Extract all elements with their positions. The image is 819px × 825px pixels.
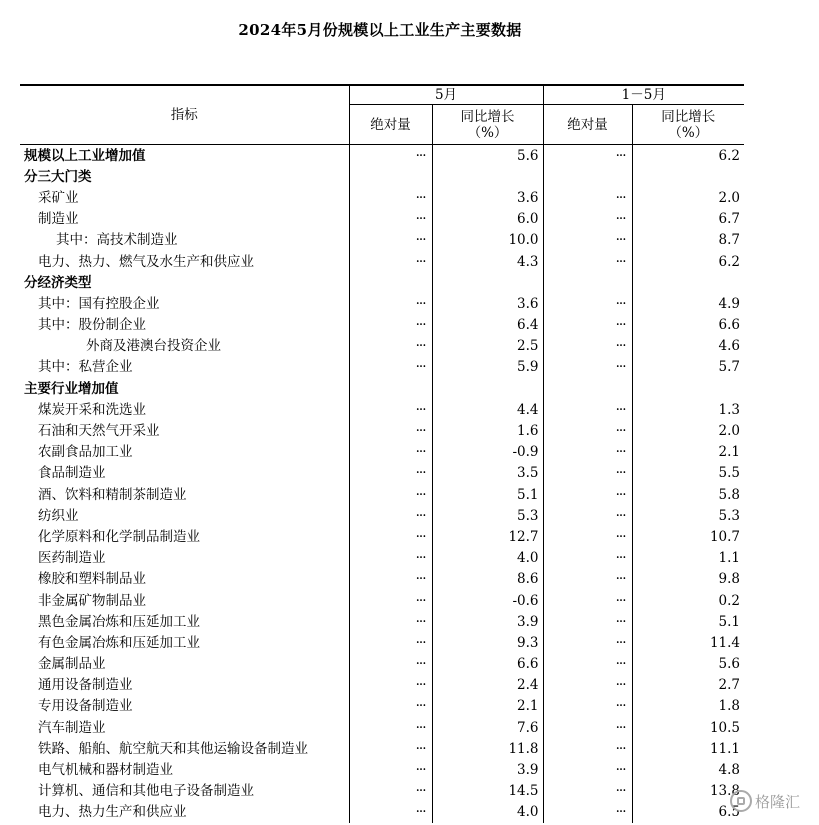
may-absolute: ··· xyxy=(349,399,432,420)
table-row xyxy=(20,166,744,187)
may-growth: 9.3 xyxy=(432,632,543,653)
ytd-growth: 9.8 xyxy=(632,569,744,590)
row-label: 煤炭开采和洗选业 xyxy=(38,401,146,418)
ytd-absolute: ··· xyxy=(543,315,632,336)
ytd-absolute: ··· xyxy=(543,526,632,547)
row-label: 有色金属冶炼和压延加工业 xyxy=(38,634,200,651)
may-absolute: ··· xyxy=(349,315,432,336)
ytd-growth xyxy=(632,378,744,399)
may-absolute: ··· xyxy=(349,611,432,632)
ytd-absolute: ··· xyxy=(543,251,632,272)
ytd-absolute: ··· xyxy=(543,654,632,675)
row-label: 规模以上工业增加值 xyxy=(24,147,146,164)
ytd-absolute: ··· xyxy=(543,145,632,167)
may-absolute: ··· xyxy=(349,505,432,526)
row-label: 黑色金属冶炼和压延加工业 xyxy=(38,613,200,630)
ytd-absolute: ··· xyxy=(543,590,632,611)
ytd-growth: 6.7 xyxy=(632,209,744,230)
may-growth: 8.6 xyxy=(432,569,543,590)
may-absolute xyxy=(349,378,432,399)
may-absolute: ··· xyxy=(349,632,432,653)
row-label: 采矿业 xyxy=(38,189,79,206)
table-row xyxy=(20,484,744,505)
ytd-absolute: ··· xyxy=(543,463,632,484)
row-label: 化学原料和化学制品制造业 xyxy=(38,528,200,545)
may-absolute xyxy=(349,166,432,187)
ytd-growth: 5.1 xyxy=(632,611,744,632)
ytd-absolute: ··· xyxy=(543,442,632,463)
table-row xyxy=(20,759,744,780)
row-label: 其中：私营企业 xyxy=(38,359,133,376)
ytd-absolute: ··· xyxy=(543,293,632,314)
ytd-absolute: ··· xyxy=(543,781,632,802)
table-row xyxy=(20,378,744,399)
header-group-may: 5月 xyxy=(349,85,543,105)
ytd-growth: 0.2 xyxy=(632,590,744,611)
row-label: 电力、热力、燃气及水生产和供应业 xyxy=(38,253,254,270)
may-absolute: ··· xyxy=(349,420,432,441)
ytd-growth: 5.5 xyxy=(632,463,744,484)
row-label: 金属制品业 xyxy=(38,656,106,673)
may-growth: 3.6 xyxy=(432,187,543,208)
row-label: 分经济类型 xyxy=(24,274,92,291)
may-absolute: ··· xyxy=(349,463,432,484)
row-label: 专用设备制造业 xyxy=(38,698,133,715)
row-label: 非金属矿物制品业 xyxy=(38,592,146,609)
ytd-growth: 1.3 xyxy=(632,399,744,420)
may-growth: -0.9 xyxy=(432,442,543,463)
watermark-text: 格隆汇 xyxy=(755,792,801,811)
ytd-absolute: ··· xyxy=(543,738,632,759)
row-label: 铁路、船舶、航空航天和其他运输设备制造业 xyxy=(38,740,308,757)
ytd-absolute: ··· xyxy=(543,505,632,526)
ytd-absolute xyxy=(543,166,632,187)
may-growth: 4.4 xyxy=(432,399,543,420)
may-growth: 5.6 xyxy=(432,145,543,167)
may-absolute: ··· xyxy=(349,336,432,357)
table-row xyxy=(20,399,744,420)
may-absolute: ··· xyxy=(349,675,432,696)
table-row xyxy=(20,357,744,378)
may-growth xyxy=(432,378,543,399)
may-growth: 3.9 xyxy=(432,611,543,632)
ytd-absolute: ··· xyxy=(543,357,632,378)
may-absolute: ··· xyxy=(349,802,432,823)
ytd-absolute: ··· xyxy=(543,187,632,208)
header-growth-unit: （%） xyxy=(668,124,709,141)
table-row xyxy=(20,209,744,230)
may-absolute xyxy=(349,272,432,293)
row-label: 分三大门类 xyxy=(24,168,92,185)
ytd-growth: 5.7 xyxy=(632,357,744,378)
may-growth: 2.1 xyxy=(432,696,543,717)
ytd-growth: 11.4 xyxy=(632,632,744,653)
row-label: 其中：高技术制造业 xyxy=(56,232,178,249)
ytd-absolute xyxy=(543,272,632,293)
ytd-growth: 13.8 xyxy=(632,781,744,802)
row-label: 外商及港澳台投资企业 xyxy=(86,338,221,355)
row-label: 电力、热力生产和供应业 xyxy=(38,804,187,821)
ytd-growth: 6.2 xyxy=(632,251,744,272)
table-header xyxy=(20,85,744,145)
may-growth: 6.4 xyxy=(432,315,543,336)
may-growth: 1.6 xyxy=(432,420,543,441)
table-row xyxy=(20,781,744,802)
may-absolute: ··· xyxy=(349,251,432,272)
ytd-growth: 6.6 xyxy=(632,315,744,336)
table-row xyxy=(20,675,744,696)
may-absolute: ··· xyxy=(349,293,432,314)
row-label: 主要行业增加值 xyxy=(24,380,119,397)
table-row xyxy=(20,145,744,167)
may-growth: 2.4 xyxy=(432,675,543,696)
header-growth-ytd xyxy=(632,105,744,145)
ytd-growth: 6.2 xyxy=(632,145,744,167)
watermark xyxy=(730,790,800,812)
ytd-growth: 4.8 xyxy=(632,759,744,780)
row-label: 制造业 xyxy=(38,211,79,228)
header-group-ytd: 1－5月 xyxy=(543,85,744,105)
ytd-growth: 11.1 xyxy=(632,738,744,759)
table-row xyxy=(20,272,744,293)
table-row xyxy=(20,230,744,251)
ytd-absolute: ··· xyxy=(543,632,632,653)
table-row xyxy=(20,738,744,759)
table-row xyxy=(20,569,744,590)
may-absolute: ··· xyxy=(349,357,432,378)
table-row xyxy=(20,505,744,526)
ytd-growth: 5.3 xyxy=(632,505,744,526)
table-row xyxy=(20,717,744,738)
ytd-growth xyxy=(632,166,744,187)
may-absolute: ··· xyxy=(349,209,432,230)
may-growth: 4.0 xyxy=(432,802,543,823)
ytd-growth: 8.7 xyxy=(632,230,744,251)
ytd-absolute: ··· xyxy=(543,420,632,441)
ytd-absolute: ··· xyxy=(543,399,632,420)
row-label: 农副食品加工业 xyxy=(38,444,133,461)
may-growth: 10.0 xyxy=(432,230,543,251)
row-label: 其中：股份制企业 xyxy=(38,317,146,334)
watermark-logo-icon xyxy=(730,790,752,812)
header-growth-may xyxy=(432,105,543,145)
ytd-growth: 1.8 xyxy=(632,696,744,717)
row-label: 计算机、通信和其他电子设备制造业 xyxy=(38,783,254,800)
row-label: 食品制造业 xyxy=(38,465,106,482)
may-absolute: ··· xyxy=(349,442,432,463)
may-growth: 7.6 xyxy=(432,717,543,738)
may-growth: 3.5 xyxy=(432,463,543,484)
table-row xyxy=(20,315,744,336)
ytd-absolute: ··· xyxy=(543,759,632,780)
row-label: 橡胶和塑料制品业 xyxy=(38,571,146,588)
may-growth: 2.5 xyxy=(432,336,543,357)
may-absolute: ··· xyxy=(349,759,432,780)
row-label: 纺织业 xyxy=(38,507,79,524)
may-growth: 3.6 xyxy=(432,293,543,314)
may-growth: 3.9 xyxy=(432,759,543,780)
may-absolute: ··· xyxy=(349,654,432,675)
may-absolute: ··· xyxy=(349,717,432,738)
may-growth: 6.6 xyxy=(432,654,543,675)
table-row xyxy=(20,293,744,314)
table-row xyxy=(20,548,744,569)
row-label: 通用设备制造业 xyxy=(38,677,133,694)
ytd-absolute: ··· xyxy=(543,484,632,505)
ytd-growth: 2.0 xyxy=(632,187,744,208)
may-growth xyxy=(432,272,543,293)
ytd-absolute: ··· xyxy=(543,336,632,357)
page-title: 2024年5月份规模以上工业生产主要数据 xyxy=(238,21,522,39)
table-row xyxy=(20,654,744,675)
may-growth: 5.9 xyxy=(432,357,543,378)
ytd-growth: 10.5 xyxy=(632,717,744,738)
may-growth: 14.5 xyxy=(432,781,543,802)
table-body xyxy=(20,145,744,824)
table-row xyxy=(20,611,744,632)
header-indicator: 指标 xyxy=(20,85,349,145)
table-row xyxy=(20,420,744,441)
ytd-absolute: ··· xyxy=(543,696,632,717)
may-absolute: ··· xyxy=(349,526,432,547)
header-absolute-may: 绝对量 xyxy=(349,105,432,145)
may-growth: 4.3 xyxy=(432,251,543,272)
table-row xyxy=(20,526,744,547)
may-growth: 12.7 xyxy=(432,526,543,547)
may-growth: 5.3 xyxy=(432,505,543,526)
ytd-growth: 4.6 xyxy=(632,336,744,357)
may-growth: 5.1 xyxy=(432,484,543,505)
may-absolute: ··· xyxy=(349,484,432,505)
data-table xyxy=(20,84,744,823)
table-row xyxy=(20,187,744,208)
ytd-growth: 2.0 xyxy=(632,420,744,441)
ytd-absolute: ··· xyxy=(543,675,632,696)
header-absolute-ytd: 绝对量 xyxy=(543,105,632,145)
ytd-growth: 10.7 xyxy=(632,526,744,547)
ytd-absolute: ··· xyxy=(543,802,632,823)
ytd-growth: 5.6 xyxy=(632,654,744,675)
table-row xyxy=(20,632,744,653)
ytd-growth: 6.5 xyxy=(632,802,744,823)
header-growth-label: 同比增长 xyxy=(661,108,716,125)
row-label: 酒、饮料和精制茶制造业 xyxy=(38,486,187,503)
may-growth: 11.8 xyxy=(432,738,543,759)
may-absolute: ··· xyxy=(349,738,432,759)
table-row xyxy=(20,590,744,611)
may-absolute: ··· xyxy=(349,696,432,717)
may-growth xyxy=(432,166,543,187)
row-label: 其中：国有控股企业 xyxy=(38,295,160,312)
may-growth: -0.6 xyxy=(432,590,543,611)
header-growth-label: 同比增长 xyxy=(460,108,515,125)
table-row xyxy=(20,251,744,272)
may-absolute: ··· xyxy=(349,230,432,251)
row-label: 石油和天然气开采业 xyxy=(38,423,160,440)
ytd-growth: 4.9 xyxy=(632,293,744,314)
may-absolute: ··· xyxy=(349,145,432,167)
table-row xyxy=(20,696,744,717)
may-growth: 4.0 xyxy=(432,548,543,569)
may-absolute: ··· xyxy=(349,781,432,802)
table-row xyxy=(20,336,744,357)
table-row xyxy=(20,802,744,823)
ytd-absolute: ··· xyxy=(543,717,632,738)
may-absolute: ··· xyxy=(349,569,432,590)
ytd-growth: 1.1 xyxy=(632,548,744,569)
ytd-absolute: ··· xyxy=(543,611,632,632)
ytd-growth: 2.1 xyxy=(632,442,744,463)
may-absolute: ··· xyxy=(349,187,432,208)
ytd-growth: 2.7 xyxy=(632,675,744,696)
row-label: 电气机械和器材制造业 xyxy=(38,762,173,779)
ytd-absolute: ··· xyxy=(543,569,632,590)
header-growth-unit: （%） xyxy=(467,124,508,141)
row-label: 医药制造业 xyxy=(38,550,106,567)
ytd-absolute: ··· xyxy=(543,548,632,569)
ytd-absolute xyxy=(543,378,632,399)
may-absolute: ··· xyxy=(349,548,432,569)
ytd-growth xyxy=(632,272,744,293)
ytd-growth: 5.8 xyxy=(632,484,744,505)
row-label: 汽车制造业 xyxy=(38,719,106,736)
ytd-absolute: ··· xyxy=(543,209,632,230)
table-row xyxy=(20,442,744,463)
table-row xyxy=(20,463,744,484)
may-absolute: ··· xyxy=(349,590,432,611)
may-growth: 6.0 xyxy=(432,209,543,230)
ytd-absolute: ··· xyxy=(543,230,632,251)
